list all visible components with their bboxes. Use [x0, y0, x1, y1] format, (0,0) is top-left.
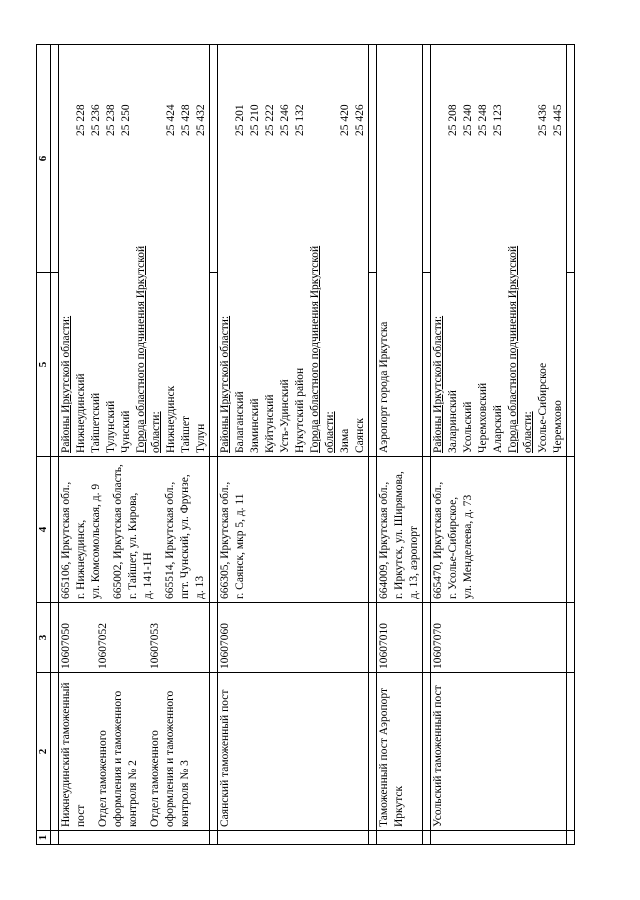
okato-code — [308, 48, 323, 136]
empty-cell — [369, 45, 377, 273]
separator-row — [423, 45, 431, 845]
territory-name: Районы Иркутской области: — [219, 315, 231, 453]
spacer — [141, 606, 148, 669]
post-name-cell — [377, 673, 423, 831]
okato-code: 25 132 — [294, 104, 306, 136]
territory-name: Тайшетский — [90, 392, 102, 453]
empty-cell — [51, 603, 59, 673]
territory-line — [263, 48, 278, 453]
post-address-line: г. Саянск, мкр 5, д. 11 — [234, 493, 246, 599]
okato-code: 25 436 — [537, 104, 549, 136]
separator-row — [369, 45, 377, 845]
post-address-line: г. Тайшет, ул. Кирова, — [127, 492, 139, 599]
territory-name: Усольский — [462, 401, 474, 453]
empty-cell — [423, 273, 431, 457]
empty-cell — [51, 831, 59, 845]
post-code: 10607060 — [219, 623, 231, 669]
territory-cell — [59, 45, 210, 457]
territory-name: Куйтунский — [264, 394, 276, 453]
territory-name: Балаганский — [234, 391, 246, 453]
territory-line — [461, 48, 476, 453]
empty-cell — [210, 673, 218, 831]
territory-line — [164, 48, 179, 453]
territory-name: Саянск — [354, 418, 366, 453]
territory-name: Зима — [339, 428, 351, 453]
post-code-cell — [377, 603, 423, 673]
territory-line — [308, 48, 323, 453]
number-cell — [431, 831, 567, 845]
post-name — [148, 676, 193, 827]
empty-cell — [210, 45, 218, 273]
post-address — [377, 460, 422, 599]
okato-code — [323, 48, 338, 136]
okato-code: 25 123 — [492, 104, 504, 136]
territory-cell — [218, 45, 369, 457]
okato-code: 25 228 — [75, 104, 87, 136]
empty-cell — [369, 603, 377, 673]
territory-line — [218, 48, 233, 453]
header-cell: 4 — [37, 457, 51, 603]
spacer — [141, 676, 148, 827]
post-name — [96, 676, 141, 827]
table-row — [59, 45, 210, 845]
post-address — [218, 460, 248, 599]
post-code: 10607050 — [60, 623, 72, 669]
territory-line — [149, 48, 164, 453]
post-address-line: 666305, Иркутская обл., — [219, 481, 231, 599]
empty-cell — [567, 45, 575, 273]
territory-name: Тулун — [195, 423, 207, 453]
territory-name: Усолье-Сибирское — [537, 362, 549, 453]
territory-line — [353, 48, 368, 453]
okato-code: 25 248 — [477, 104, 489, 136]
empty-cell — [423, 603, 431, 673]
post-name-line: контроля № 3 — [179, 760, 191, 827]
post-address-line: д. 141-1Н — [142, 552, 154, 599]
table-row — [377, 45, 423, 845]
post-name — [377, 676, 407, 827]
territory-line — [59, 48, 74, 453]
okato-code — [521, 48, 536, 136]
territory-name: Зиминский — [249, 398, 261, 453]
okato-code: 25 236 — [90, 104, 102, 136]
post-address-line: д. 13 — [194, 575, 206, 599]
territory-name: области: — [150, 411, 162, 453]
okato-code — [506, 48, 521, 136]
territory-line — [521, 48, 536, 453]
post-address-line: г. Усолье-Сибирское, — [447, 496, 459, 599]
territory-name: Нукутский район — [294, 367, 306, 453]
empty-cell — [567, 603, 575, 673]
post-address — [59, 460, 104, 599]
table-row — [218, 45, 369, 845]
territory-line — [506, 48, 521, 453]
territory-name: области: — [522, 411, 534, 453]
empty-cell — [210, 273, 218, 457]
territory-name: Черемховский — [477, 382, 489, 453]
empty-cell — [51, 273, 59, 457]
territory-name: Усть-Удинский — [279, 379, 291, 453]
post-name-cell — [431, 673, 567, 831]
spacer — [89, 606, 96, 669]
territory-cell — [431, 45, 567, 457]
number-cell — [377, 831, 423, 845]
post-address — [431, 460, 476, 599]
post-name-cell — [218, 673, 369, 831]
okato-code — [149, 48, 164, 136]
table-row — [431, 45, 567, 845]
territory-line — [74, 48, 89, 453]
post-name — [218, 676, 233, 827]
empty-cell — [567, 273, 575, 457]
territory-name: Районы Иркутской области: — [432, 315, 444, 453]
post-name-line: оформления и таможенного — [112, 690, 124, 827]
post-address-line: 665514, Иркутская обл., — [164, 481, 176, 599]
territory-name: Тайшет — [180, 416, 192, 453]
okato-code: 25 432 — [195, 104, 207, 136]
territory-line — [104, 48, 119, 453]
territory-name: Нижнеудинск — [165, 385, 177, 453]
post-code: 10607052 — [97, 623, 109, 669]
territory-line — [323, 48, 338, 453]
okato-code — [59, 48, 74, 136]
okato-code: 25 246 — [279, 104, 291, 136]
territory-name: Города областного подчинения Иркутской — [135, 245, 147, 453]
post-name-line: оформления и таможенного — [164, 690, 176, 827]
header-cell: 3 — [37, 603, 51, 673]
territory-name: Аэропорт города Иркутска — [378, 321, 390, 453]
empty-cell — [423, 673, 431, 831]
territory-name: области: — [324, 411, 336, 453]
territory-line — [293, 48, 308, 453]
post-address-cell — [431, 457, 567, 603]
territory-name: Нижнеудинский — [75, 373, 87, 453]
empty-cell — [210, 831, 218, 845]
header-cell: 6 — [37, 45, 51, 273]
territory-name: Районы Иркутской области: — [60, 315, 72, 453]
empty-cell — [51, 673, 59, 831]
territory-name: Чунский — [120, 410, 132, 453]
post-name-line: контроля № 2 — [127, 760, 139, 827]
post-name-line: Иркутск — [393, 785, 405, 827]
territory-line — [233, 48, 248, 453]
territory-line — [134, 48, 149, 453]
okato-code: 25 210 — [249, 104, 261, 136]
territory-line — [476, 48, 491, 453]
okato-code: 25 445 — [552, 104, 564, 136]
header-row — [37, 45, 51, 845]
empty-cell — [51, 457, 59, 603]
okato-code: 25 201 — [234, 104, 246, 136]
header-cell: 2 — [37, 673, 51, 831]
territory-name: Тулунский — [105, 400, 117, 453]
post-address-cell — [59, 457, 210, 603]
okato-code: 25 426 — [354, 104, 366, 136]
header-cell: 5 — [37, 273, 51, 457]
okato-code: 25 240 — [462, 104, 474, 136]
okato-code: 25 222 — [264, 104, 276, 136]
empty-cell — [210, 603, 218, 673]
territory-line — [446, 48, 461, 453]
post-name-cell — [59, 673, 210, 831]
okato-code — [431, 48, 446, 136]
post-name-line: Нижнеудинский таможенный — [60, 682, 72, 827]
post-address — [163, 460, 208, 599]
post-code-cell — [431, 603, 567, 673]
post-code-cell — [59, 603, 210, 673]
post-address-cell — [377, 457, 423, 603]
territory-line — [551, 48, 566, 453]
post-address-line: ул. Менделеева, д. 73 — [462, 494, 474, 599]
separator-row — [210, 45, 218, 845]
territory-name: Заларинский — [447, 390, 459, 453]
territory-line — [491, 48, 506, 453]
territory-line — [536, 48, 551, 453]
post-code: 10607010 — [378, 623, 390, 669]
empty-cell — [423, 457, 431, 603]
post-name-line: Отдел таможенного — [97, 730, 109, 827]
empty-cell — [567, 673, 575, 831]
post-name — [431, 676, 446, 827]
customs-posts-table — [36, 44, 575, 845]
territory-name: Города областного подчинения Иркутской — [309, 245, 321, 453]
empty-cell — [423, 45, 431, 273]
separator-row — [567, 45, 575, 845]
territory-line — [278, 48, 293, 453]
spacer — [156, 460, 163, 599]
post-address-line: г. Иркутск, ул. Ширямова, — [393, 471, 405, 599]
post-code: 10607053 — [149, 623, 161, 669]
okato-code: 25 238 — [105, 104, 117, 136]
empty-cell — [210, 457, 218, 603]
empty-cell — [369, 457, 377, 603]
spacer — [104, 460, 111, 599]
empty-cell — [51, 45, 59, 273]
okato-code — [134, 48, 149, 136]
territory-name: Аларский — [492, 405, 504, 453]
territory-line — [119, 48, 134, 453]
territory-name: Черемхово — [552, 400, 564, 453]
post-address-line: 664009, Иркутская обл., — [378, 481, 390, 599]
post-code: 10607070 — [432, 623, 444, 669]
table-body — [51, 45, 575, 845]
empty-cell — [369, 831, 377, 845]
empty-cell — [369, 673, 377, 831]
post-address-cell — [218, 457, 369, 603]
okato-code — [377, 48, 392, 136]
territory-cell — [377, 45, 423, 457]
okato-code: 25 250 — [120, 104, 132, 136]
empty-cell — [369, 273, 377, 457]
post-address-line: пгт. Чунский, ул. Фрунзе, — [179, 474, 191, 599]
header-cell: 1 — [37, 831, 51, 845]
post-name — [59, 676, 89, 827]
okato-code: 25 428 — [180, 104, 192, 136]
territory-line — [89, 48, 104, 453]
post-code-cell — [218, 603, 369, 673]
post-address-line: д. 13, аэропорт — [408, 526, 420, 599]
okato-code: 25 424 — [165, 104, 177, 136]
territory-line — [179, 48, 194, 453]
post-address-line: 665470, Иркутская обл., — [432, 481, 444, 599]
empty-cell — [423, 831, 431, 845]
empty-cell — [567, 457, 575, 603]
post-name-line: Усольский таможенный пост — [432, 685, 444, 827]
separator-row — [51, 45, 59, 845]
okato-code: 25 420 — [339, 104, 351, 136]
empty-cell — [567, 831, 575, 845]
number-cell — [59, 831, 210, 845]
okato-code — [218, 48, 233, 136]
number-cell — [218, 831, 369, 845]
spacer — [89, 676, 96, 827]
post-address-line: ул. Комсомольская, д. 9 — [90, 483, 102, 599]
territory-line — [338, 48, 353, 453]
post-name-line: Таможенный пост Аэропорт — [378, 687, 390, 827]
territory-line — [248, 48, 263, 453]
territory-line — [194, 48, 209, 453]
okato-code: 25 208 — [447, 104, 459, 136]
territory-line — [377, 48, 392, 453]
territory-line — [431, 48, 446, 453]
post-address — [111, 460, 156, 599]
post-name-line: Отдел таможенного — [149, 730, 161, 827]
post-name-line: пост — [75, 804, 87, 827]
post-address-line: г. Нижнеудинск, — [75, 519, 87, 599]
post-name-line: Саянский таможенный пост — [219, 689, 231, 827]
territory-name: Города областного подчинения Иркутской — [507, 245, 519, 453]
post-address-line: 665106, Иркутская обл., — [60, 481, 72, 599]
post-address-line: 665002, Иркутская область, — [112, 464, 124, 599]
